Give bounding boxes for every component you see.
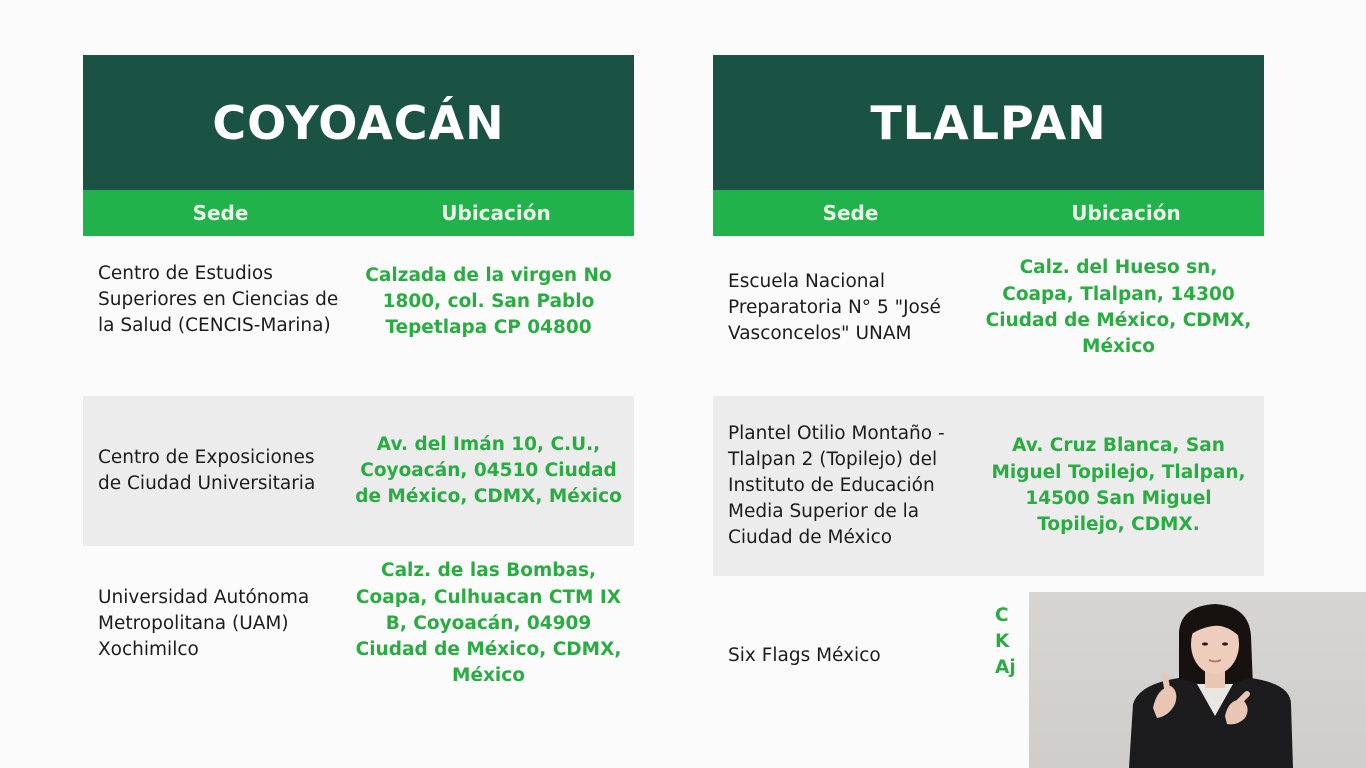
col-header-ubicacion: Ubicación	[1071, 201, 1181, 225]
sign-language-interpreter-video	[1029, 592, 1366, 768]
sede-cell: Six Flags México	[728, 645, 881, 666]
interpreter-image	[1029, 592, 1366, 768]
table-row	[83, 546, 634, 706]
coyoacan-header-row	[83, 190, 634, 236]
table-row	[713, 236, 1264, 396]
ubicacion-cell: Calz. del Hueso sn, Coapa, Tlalpan, 14300 Ciudad de México, CDMX, México	[985, 257, 1252, 358]
sede-cell: Escuela Nacional Preparatoria N° 5 "José Vasconcelos" UNAM	[728, 271, 941, 344]
sede-cell: Universidad Autónoma Metropolitana (UAM) Xochimilco	[98, 587, 310, 660]
table-row	[83, 236, 634, 396]
coyoacan-table	[83, 55, 634, 706]
tlalpan-title: TLALPAN	[713, 55, 1264, 190]
col-header-ubicacion: Ubicación	[441, 201, 551, 225]
tlalpan-header-row	[713, 190, 1264, 236]
ubicacion-cell: Calz. de las Bombas, Coapa, Culhuacan CTM IX B, Coyoacán, 04909 Ciudad de México, CDMX, México	[355, 560, 622, 687]
coyoacan-title: COYOACÁN	[83, 55, 634, 190]
col-header-sede: Sede	[192, 201, 249, 225]
table-row	[713, 396, 1264, 576]
ubicacion-cell: Av. del Imán 10, C.U., Coyoacán, 04510 Ciudad de México, CDMX, México	[355, 433, 622, 508]
col-header-sede: Sede	[822, 201, 879, 225]
table-row	[83, 396, 634, 546]
sede-cell: Centro de Estudios Superiores en Ciencias de la Salud (CENCIS-Marina)	[98, 263, 339, 336]
ubicacion-cell: C K Aj	[995, 604, 1016, 679]
sede-cell: Plantel Otilio Montaño - Tlalpan 2 (Topilejo) del Instituto de Educación Media Superior de la Ciudad de México	[728, 423, 945, 548]
ubicacion-cell: Calzada de la virgen No 1800, col. San Pablo Tepetlapa CP 04800	[365, 264, 612, 339]
ubicacion-cell: Av. Cruz Blanca, San Miguel Topilejo, Tlalpan, 14500 San Miguel Topilejo, CDMX.	[991, 435, 1246, 536]
sede-cell: Centro de Exposiciones de Ciudad Universitaria	[98, 447, 316, 494]
